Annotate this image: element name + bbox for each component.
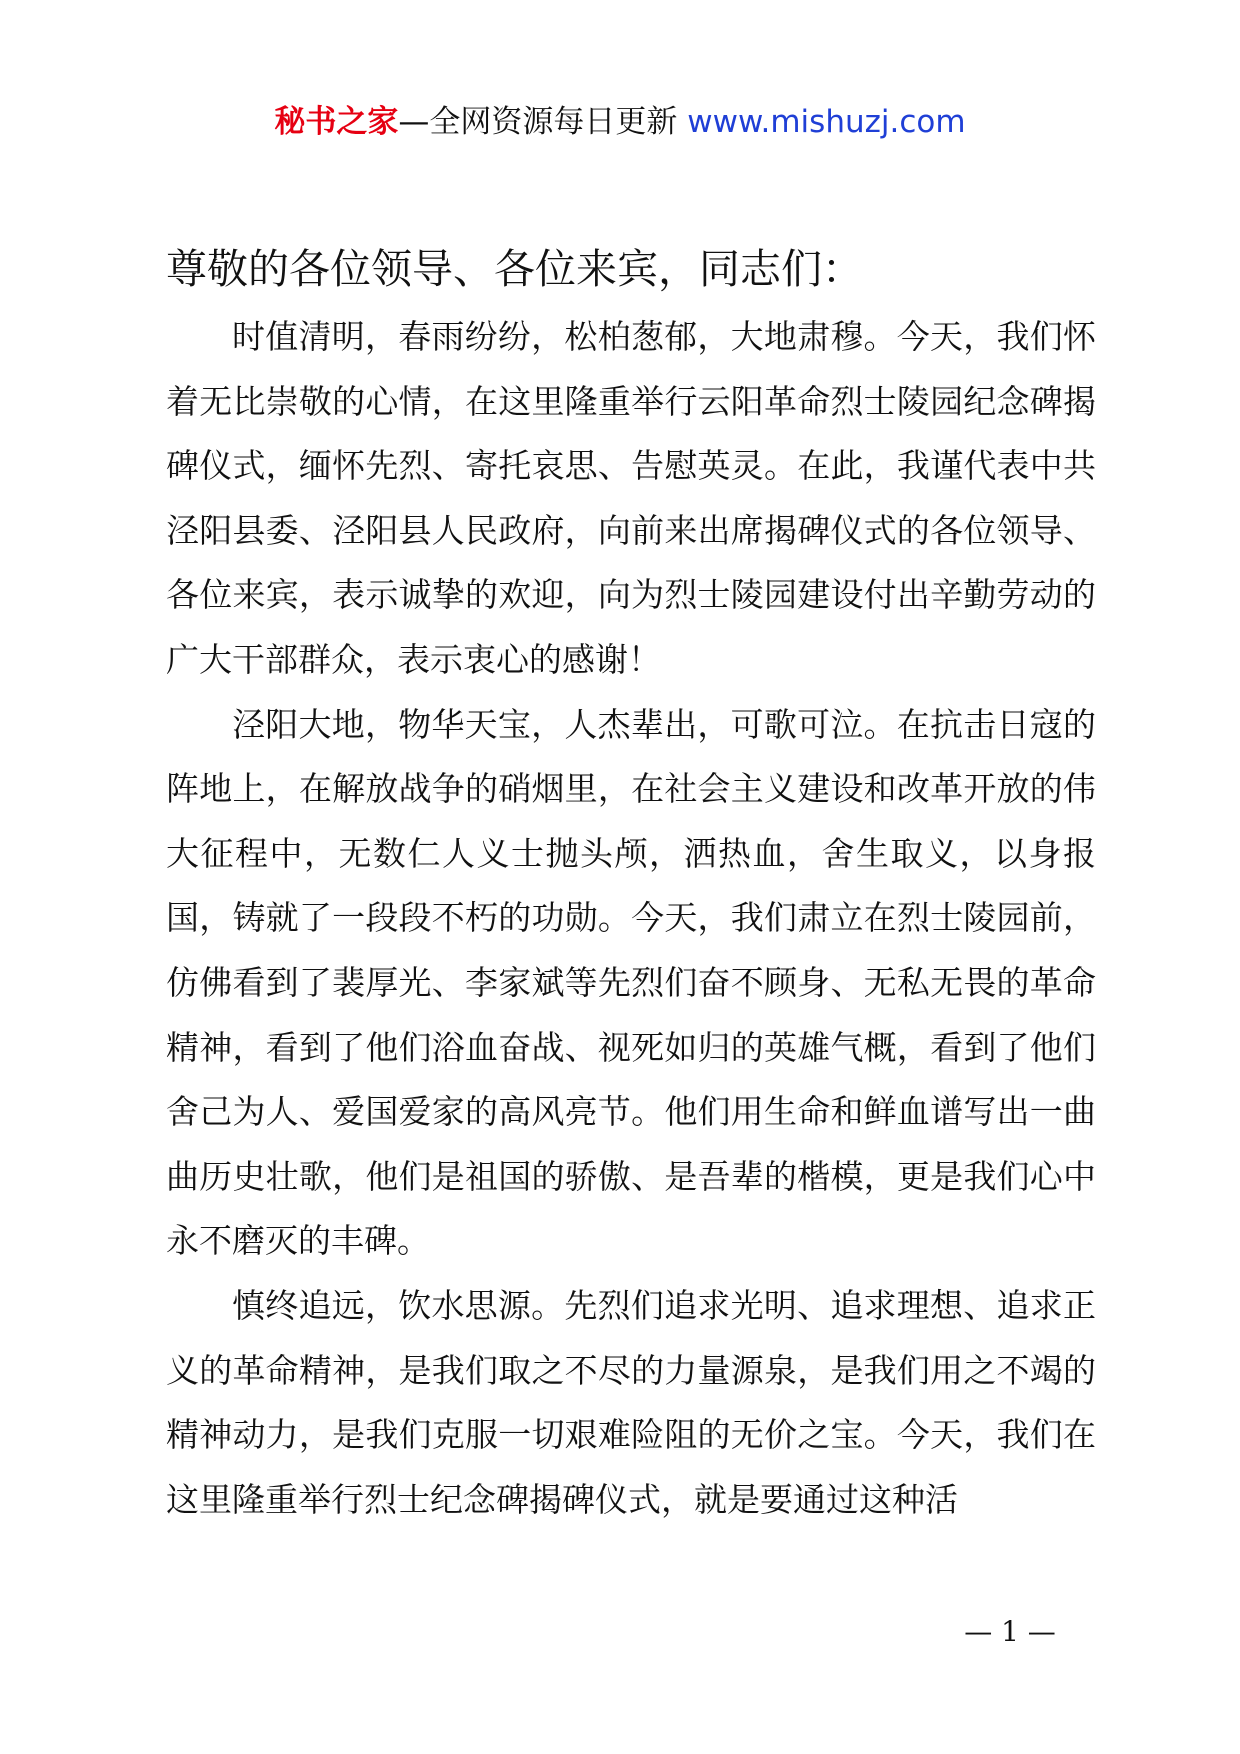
site-url-link[interactable]: www.mishuzj.com	[687, 104, 966, 140]
paragraph-1: 时值清明，春雨纷纷，松柏葱郁，大地肃穆。今天，我们怀着无比崇敬的心情，在这里隆重举行云阳革命烈士陵园纪念碑揭碑仪式，缅怀先烈、寄托哀思、告慰英灵。在此，我谨代表中共泾阳县委、泾阳县人民政府，向前来出席揭碑仪式的各位领导、各位来宾，表示诚挚的欢迎，向为烈士陵园建设付出辛勤劳动的广大干部群众，表示衷心的感谢！	[166, 317, 1096, 679]
page-number: — 1 —	[964, 1615, 1056, 1648]
paragraph-2: 泾阳大地，物华天宝，人杰辈出，可歌可泣。在抗击日寇的阵地上，在解放战争的硝烟里，在社会主义建设和改革开放的伟大征程中，无数仁人义士抛头颅，洒热血，舍生取义，以身报国，铸就了一段段不朽的功勋。今天，我们肃立在烈士陵园前，仿佛看到了裴厚光、李家斌等先烈们奋不顾身、无私无畏的革命精神，看到了他们浴血奋战、视死如归的英雄气概，看到了他们舍己为人、爱国爱家的高风亮节。他们用生命和鲜血谱写出一曲曲历史壮歌，他们是祖国的骄傲、是吾辈的楷模，更是我们心中永不磨灭的丰碑。	[166, 704, 1096, 1261]
speech-body	[166, 305, 1096, 1532]
speech-salutation: 尊敬的各位领导、各位来宾，同志们：	[166, 245, 863, 293]
site-header	[0, 100, 1240, 144]
header-slogan: —全网资源每日更新	[398, 104, 688, 140]
paragraph-3: 慎终追远，饮水思源。先烈们追求光明、追求理想、追求正义的革命精神，是我们取之不尽的力量源泉，是我们用之不竭的精神动力，是我们克服一切艰难险阻的无价之宝。今天，我们在这里隆重举行烈士纪念碑揭碑仪式，就是要通过这种活	[166, 1285, 1096, 1519]
brand-name: 秘书之家	[274, 104, 399, 140]
